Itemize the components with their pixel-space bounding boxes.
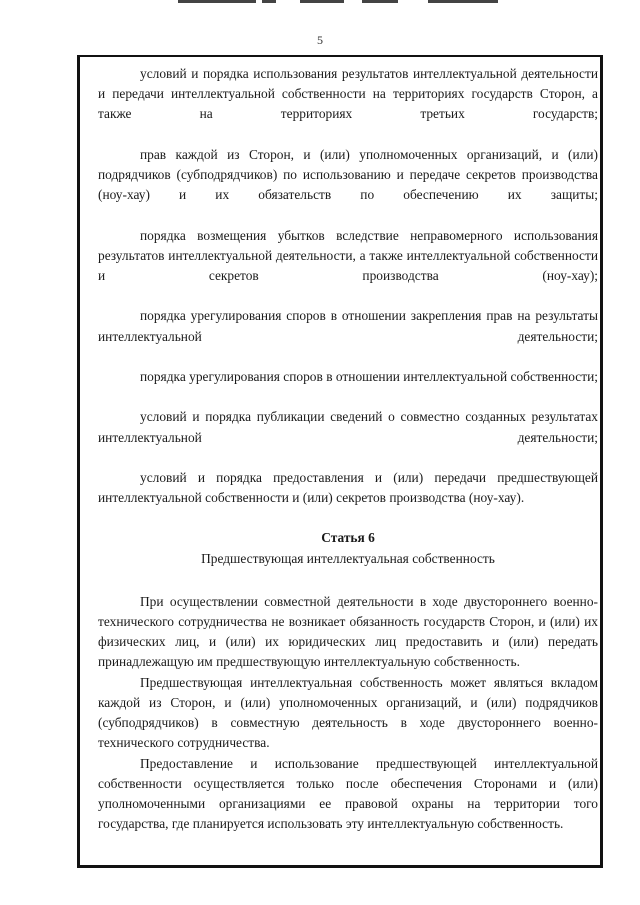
list-item: условий и порядка публикации сведений о совместно созданных результатах интеллектуальной деятельности; <box>98 409 598 445</box>
article-title: Статья 6 <box>321 530 375 546</box>
list-item: порядка урегулирования споров в отношении интеллектуальной собственности; <box>140 369 598 385</box>
document-body <box>98 64 598 834</box>
article-paragraph: При осуществлении совместной деятельности в ходе двустороннего военно-технического сотрудничества не возникает обязанность государств Сторон, и (или) их физических лиц, и (или) их юридических лиц предоставить и (или) передать принадлежащую им предшествующую интеллектуальную собственность. <box>98 593 598 670</box>
article-subtitle: Предшествующая интеллектуальная собственность <box>201 550 495 566</box>
article-paragraph: Предшествующая интеллектуальная собственность может являться вкладом каждой из Сторон, и (или) уполномоченных организаций, и (или) подрядчиков (субподрядчиков) в совместную деятельность в ходе двустороннего военно-технического сотрудничества. <box>98 674 598 751</box>
list-item: порядка урегулирования споров в отношении закрепления прав на результаты интеллектуальной деятельности; <box>98 308 598 344</box>
list-item: условий и порядка предоставления и (или) передачи предшествующей интеллектуальной собственности и (или) секретов производства (ноу-хау). <box>98 470 598 506</box>
list-item: условий и порядка использования результатов интеллектуальной деятельности и передачи интеллектуальной собственности на территориях государств Сторон, а также на территориях третьих государств; <box>98 66 598 122</box>
page-number: 5 <box>317 33 323 47</box>
list-item: порядка возмещения убытков вследствие неправомерного использования результатов интеллектуальной деятельности, а также интеллектуальной собственности и секретов производства (ноу-хау); <box>98 227 598 284</box>
scan-edge-artifact <box>0 0 640 6</box>
list-item: прав каждой из Сторон, и (или) уполномоченных организаций, и (или) подрядчиков (субподрядчиков) по использованию и передаче секретов производства (ноу-хау) и их обязательств по обеспечению их защиты; <box>98 146 598 203</box>
article-paragraph: Предоставление и использование предшествующей интеллектуальной собственности осуществляется только после обеспечения Сторонами и (или) уполномоченными организациями ее правовой охраны на территории того государства, где планируется использовать эту интеллектуальную собственность. <box>98 755 598 832</box>
